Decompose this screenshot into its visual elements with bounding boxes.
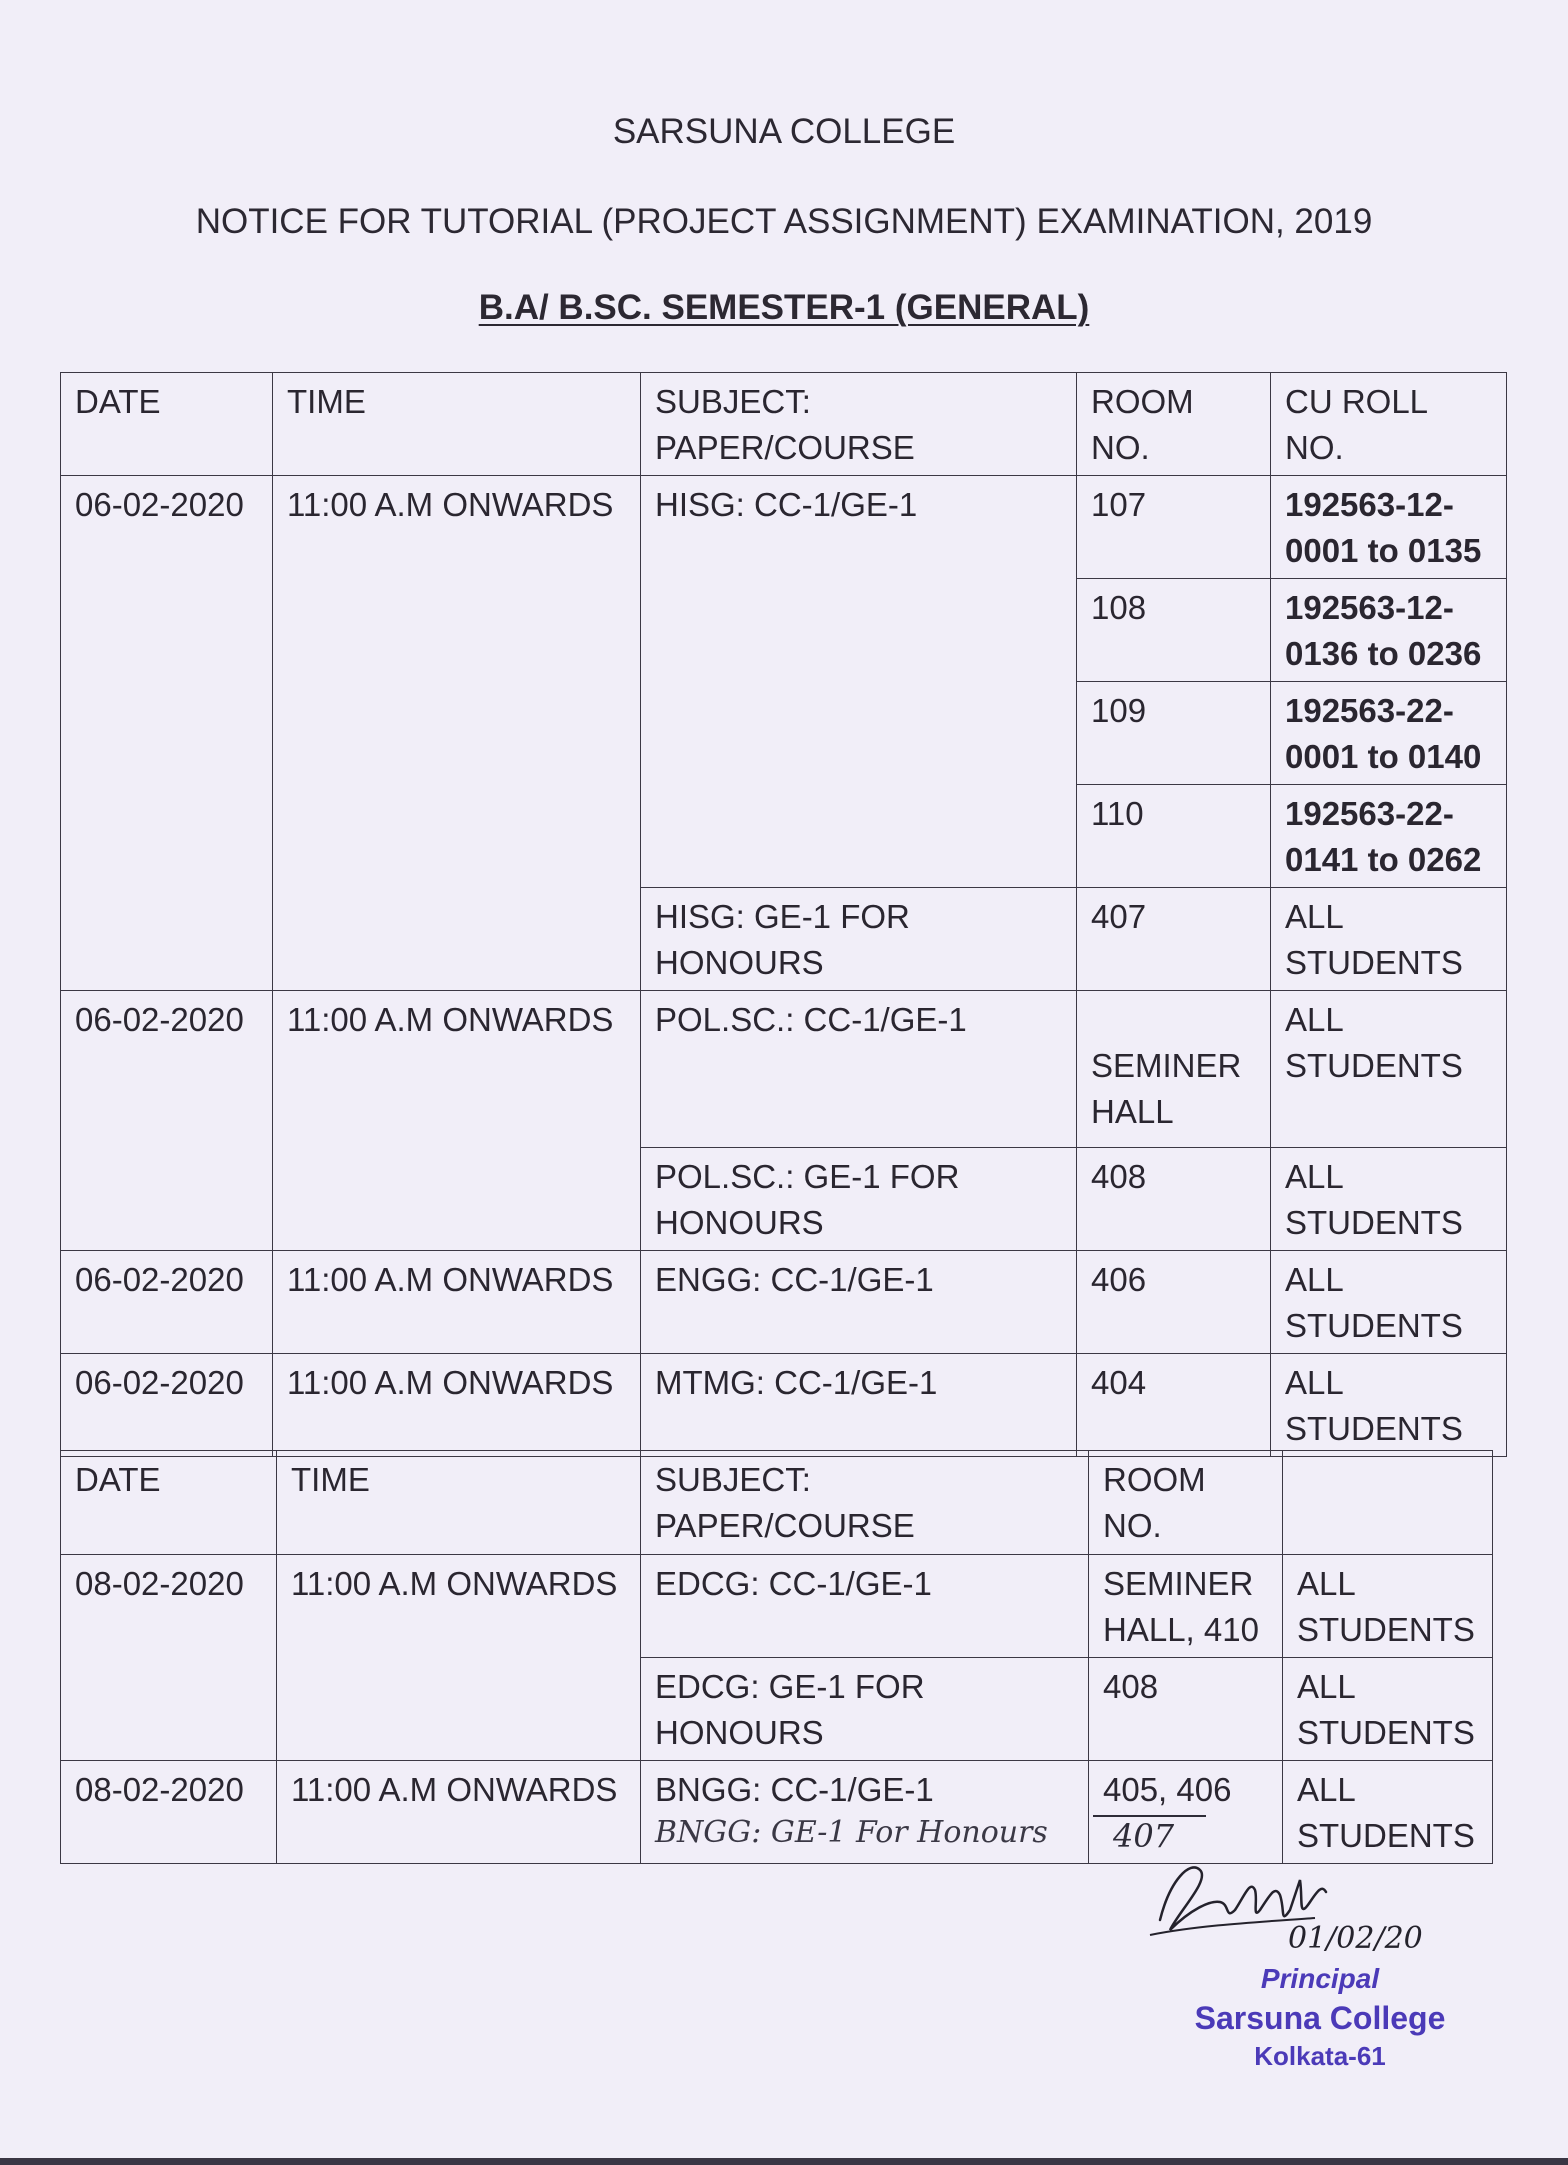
table-row [61, 476, 1507, 579]
header-roll: CU ROLL NO. [1271, 373, 1507, 476]
roll-cell: ALL STUDENTS [1271, 1354, 1507, 1457]
header-subject: SUBJECT: PAPER/COURSE [641, 1451, 1089, 1555]
table-row [61, 1555, 1493, 1658]
date-cell: 06-02-2020 [61, 991, 273, 1251]
semester-heading: B.A/ B.SC. SEMESTER-1 (GENERAL) [478, 288, 1090, 327]
table-row [61, 991, 1507, 1148]
subject-text: BNGG: CC-1/GE-1 [655, 1771, 934, 1808]
room-cell: 108 [1077, 579, 1271, 682]
header-date: DATE [61, 1451, 277, 1555]
room-cell: 407 [1077, 888, 1271, 991]
time-cell: 11:00 A.M ONWARDS [277, 1761, 641, 1864]
table-row [61, 1354, 1507, 1457]
subject-cell: EDCG: CC-1/GE-1 [641, 1555, 1089, 1658]
date-cell: 06-02-2020 [61, 1251, 273, 1354]
roll-cell: 192563-22-0141 to 0262 [1271, 785, 1507, 888]
subject-cell [641, 1761, 1089, 1864]
schedule-table-second-day [60, 1450, 1493, 1864]
room-cell: SEMINER HALL [1077, 991, 1271, 1148]
subject-cell: ENGG: CC-1/GE-1 [641, 1251, 1077, 1354]
room-cell: 408 [1089, 1658, 1283, 1761]
time-cell: 11:00 A.M ONWARDS [273, 476, 641, 991]
table-header-row [61, 1451, 1493, 1555]
date-cell: 06-02-2020 [61, 1354, 273, 1457]
roll-cell: 192563-12-0001 to 0135 [1271, 476, 1507, 579]
time-cell: 11:00 A.M ONWARDS [273, 1354, 641, 1457]
roll-cell: ALL STUDENTS [1271, 1251, 1507, 1354]
roll-cell: ALL STUDENTS [1283, 1658, 1493, 1761]
subject-cell: HISG: GE-1 FOR HONOURS [641, 888, 1077, 991]
roll-cell: ALL STUDENTS [1271, 1148, 1507, 1251]
table-row [61, 1251, 1507, 1354]
room-cell: 404 [1077, 1354, 1271, 1457]
room-cell: 110 [1077, 785, 1271, 888]
room-cell: 408 [1077, 1148, 1271, 1251]
date-cell: 08-02-2020 [61, 1555, 277, 1761]
header-room: ROOM NO. [1077, 373, 1271, 476]
handwritten-subject-note: BNGG: GE-1 For Honours [655, 1815, 1048, 1850]
page-bottom-edge [0, 2158, 1568, 2165]
header-time: TIME [273, 373, 641, 476]
room-cell: 406 [1077, 1251, 1271, 1354]
signature-scribble [1140, 1840, 1460, 1960]
time-cell: 11:00 A.M ONWARDS [277, 1555, 641, 1761]
room-text: 405, 406 [1103, 1771, 1232, 1808]
date-cell: 08-02-2020 [61, 1761, 277, 1864]
signature-date: 01/02/20 [1288, 1921, 1423, 1956]
header-time: TIME [277, 1451, 641, 1555]
schedule-table-semester-exams [60, 372, 1507, 1457]
table-header-row [61, 373, 1507, 476]
time-cell: 11:00 A.M ONWARDS [273, 991, 641, 1251]
time-cell: 11:00 A.M ONWARDS [273, 1251, 641, 1354]
room-cell: 107 [1077, 476, 1271, 579]
seal-college: Sarsuna College [1194, 2000, 1446, 2036]
seal-city: Kolkata-61 [1254, 2041, 1386, 2071]
subject-cell: HISG: CC-1/GE-1 [641, 476, 1077, 888]
header-room: ROOM NO. [1089, 1451, 1283, 1555]
roll-cell: 192563-22-0001 to 0140 [1271, 682, 1507, 785]
seal-title: Principal [1260, 1963, 1380, 1994]
roll-cell: ALL STUDENTS [1283, 1761, 1493, 1864]
header-date: DATE [61, 373, 273, 476]
subject-cell: POL.SC.: CC-1/GE-1 [641, 991, 1077, 1148]
subject-cell: EDCG: GE-1 FOR HONOURS [641, 1658, 1089, 1761]
subject-cell: POL.SC.: GE-1 FOR HONOURS [641, 1148, 1077, 1251]
notice-title: NOTICE FOR TUTORIAL (PROJECT ASSIGNMENT) EXAMINATION, 2019 [195, 202, 1373, 241]
date-cell: 06-02-2020 [61, 476, 273, 991]
principal-signature-block [1140, 1840, 1480, 2080]
room-cell: SEMINER HALL, 410 [1089, 1555, 1283, 1658]
roll-cell: ALL STUDENTS [1271, 991, 1507, 1148]
college-name: SARSUNA COLLEGE [612, 112, 956, 151]
handwritten-room-note: 407 [1093, 1815, 1206, 1855]
principal-seal [1160, 1960, 1480, 2074]
header-roll [1283, 1451, 1493, 1555]
roll-cell: 192563-12-0136 to 0236 [1271, 579, 1507, 682]
subject-cell: MTMG: CC-1/GE-1 [641, 1354, 1077, 1457]
roll-cell: ALL STUDENTS [1271, 888, 1507, 991]
room-cell: 109 [1077, 682, 1271, 785]
roll-cell: ALL STUDENTS [1283, 1555, 1493, 1658]
header-subject: SUBJECT: PAPER/COURSE [641, 373, 1077, 476]
